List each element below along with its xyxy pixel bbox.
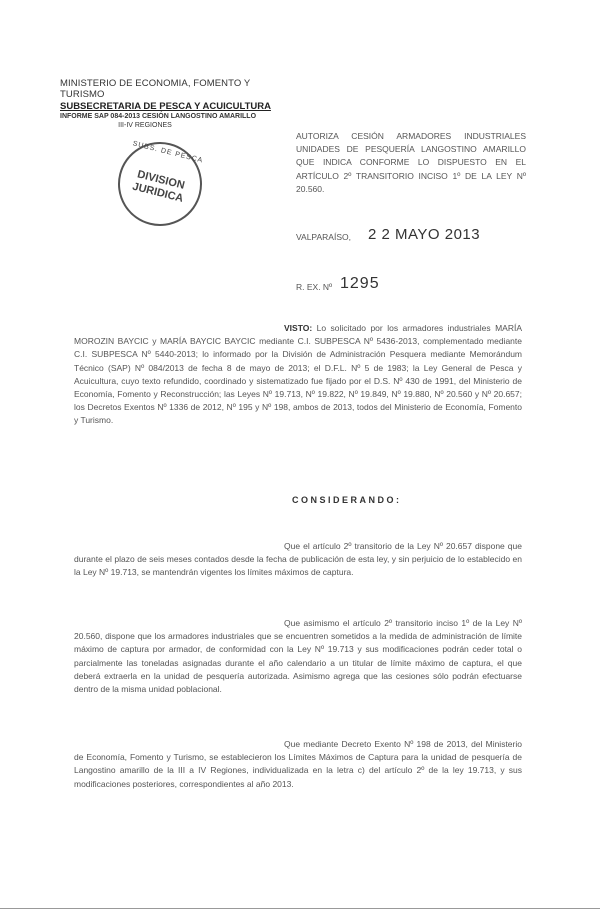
place-label: VALPARAÍSO, [296,232,351,242]
division-juridica-stamp [109,133,211,235]
considerando-paragraph-2: Que asimismo el artículo 2º transitorio inciso 1º de la Ley Nº 20.560, dispone que los armadores industriales que se encuentren sometidos a la medida de administración de límite máximo de captura por armador, de conformidad con la Ley Nº 19.713 y sus modificaciones podrán ceder total o parcialmente las toneladas asignadas durante el año calendario a un titular de límite máximo de captura, el que deberá extraerla en la unidad de pesquería autorizada. Asimismo agrega que las cesiones sólo podrán efectuarse dentro de la misma unidad poblacional. [74,618,522,694]
stamp-center-text: DIVISION JURIDICA [131,168,186,206]
considerando-paragraph-3: Que mediante Decreto Exento Nº 198 de 2013, del Ministerio de Economía, Fomento y Turismo, se establecieron los Límites Máximos de Captura para la unidad de pesquería de Langostino amarillo de la III a IV Regiones, individualizada en la letra c) del artículo 2º de la ley 19.713, y sus modificaciones posteriores, correspondientes al año 2013. [74,739,522,789]
considerando-paragraph-1: Que el artículo 2º transitorio de la Ley Nº 20.657 dispone que durante el plazo de seis meses contados desde la fecha de publicación de esta ley, y sin perjuicio de lo establecido en la Ley Nº 19.713, se mantendrán vigentes los límites máximos de captura. [74,541,522,578]
rex-label: R. EX. Nº [296,282,333,292]
visto-text: Lo solicitado por los armadores industriales MARÍA MOROZIN BAYCIC y MARÍA BAYCIC BAYCIC mediante C.I. SUBPESCA Nº 5436-2013, complementado mediante C.I. SUBPESCA Nº 5440-2013; lo informado por la División de Administración Pesquera mediante Memorándum Técnico (SAP) Nº 084/2013 de fecha 8 de mayo de 2013; el D.F.L. Nº 5 de 1983; la Ley General de Pesca y Acuicultura, cuyo texto refundido, coordinado y sistematizado fue fijado por el D.S. Nº 430 de 1991, del Ministerio de Economía, Fomento y Reconstrucción; las Leyes Nº 19.713, Nº 19.822, Nº 19.849, Nº 19.880, Nº 20.560 y Nº 20.657; los Decretos Exentos Nº 1336 de 2012, Nº 195 y Nº 198, ambos de 2013, todos del Ministerio de Economía, Fomento y Turismo. [74,323,522,426]
visto-lead: VISTO: [284,323,313,333]
reference-line: INFORME SAP 084-2013 CESIÓN LANGOSTINO AMARILLO [60,113,257,121]
footer-divider [0,908,600,909]
subsecretaria-name: SUBSECRETARIA DE PESCA Y ACUICULTURA [60,100,271,112]
stamp-ring-text: SUBS. DE PESCA [131,140,204,165]
visto-paragraph [74,322,522,427]
letterhead [60,78,280,130]
rex-number: 1295 [340,275,380,292]
resolution-summary: AUTORIZA CESIÓN ARMADORES INDUSTRIALES UNIDADES DE PESQUERÍA LANGOSTINO AMARILLO QUE INDICA CONFORME LO DISPUESTO EN EL ARTÍCULO 2º TRANSITORIO INCISO 1º DE LA LEY Nº 20.560. [296,131,526,194]
ministry-name: MINISTERIO DE ECONOMIA, FOMENTO Y TURISMO [60,78,251,101]
regions-line: III-IV REGIONES [118,121,172,129]
date-stamp: 2 2 MAYO 2013 [368,226,481,243]
considerando-heading: CONSIDERANDO: [292,495,402,505]
